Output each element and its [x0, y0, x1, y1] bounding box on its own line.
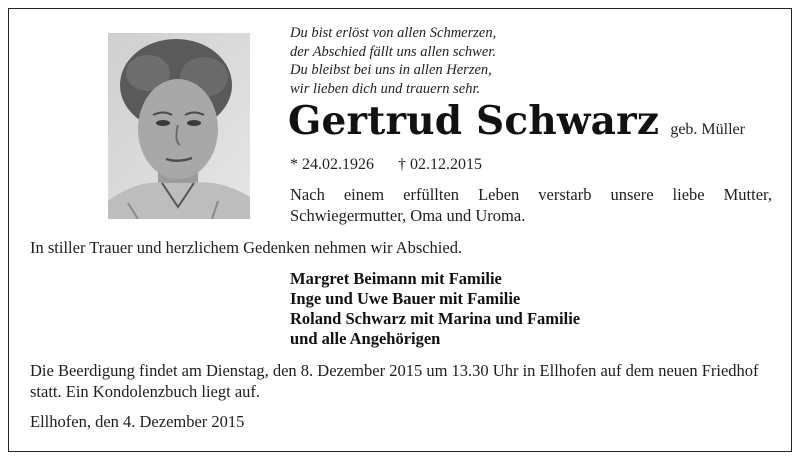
farewell-text: In stiller Trauer und herzlichem Gedenken nehmen wir Abschied. [30, 238, 463, 257]
life-dates [290, 156, 482, 174]
funeral-info: Die Beerdigung findet am Dienstag, den 8. Dezember 2015 um 13.30 Uhr in Ellhofen auf dem neuen Friedhof statt. Ein Kondolenzbuch liegt auf. [30, 361, 759, 401]
birth-date: * 24.02.1926 [290, 156, 374, 173]
maiden-name: geb. Müller [670, 121, 745, 138]
poem-line: Du bleibst bei uns in allen Herzen, [290, 62, 492, 78]
poem-line: Du bist erlöst von allen Schmerzen, [290, 25, 497, 41]
mourners-list [290, 269, 580, 349]
poem-line: wir lieben dich und trauern sehr. [290, 80, 481, 97]
deceased-name-row [288, 98, 745, 144]
death-date: † 02.12.2015 [398, 156, 482, 173]
deceased-name: Gertrud Schwarz [288, 98, 660, 144]
tribute-text: Nach einem erfüllten Leben verstarb unsere liebe Mutter, Schwiegermutter, Oma und Uroma. [290, 185, 772, 225]
mourner-line: Margret Beimann mit Familie [290, 269, 502, 288]
place-and-date: Ellhofen, den 4. Dezember 2015 [30, 412, 245, 431]
poem-line: der Abschied fällt uns allen schwer. [290, 43, 496, 60]
portrait-photo [108, 33, 250, 219]
mourner-line: Roland Schwarz mit Marina und Familie [290, 309, 581, 328]
memorial-poem [290, 24, 550, 98]
mourner-line: und alle Angehörigen [290, 329, 441, 348]
mourner-line: Inge und Uwe Bauer mit Familie [290, 289, 521, 308]
